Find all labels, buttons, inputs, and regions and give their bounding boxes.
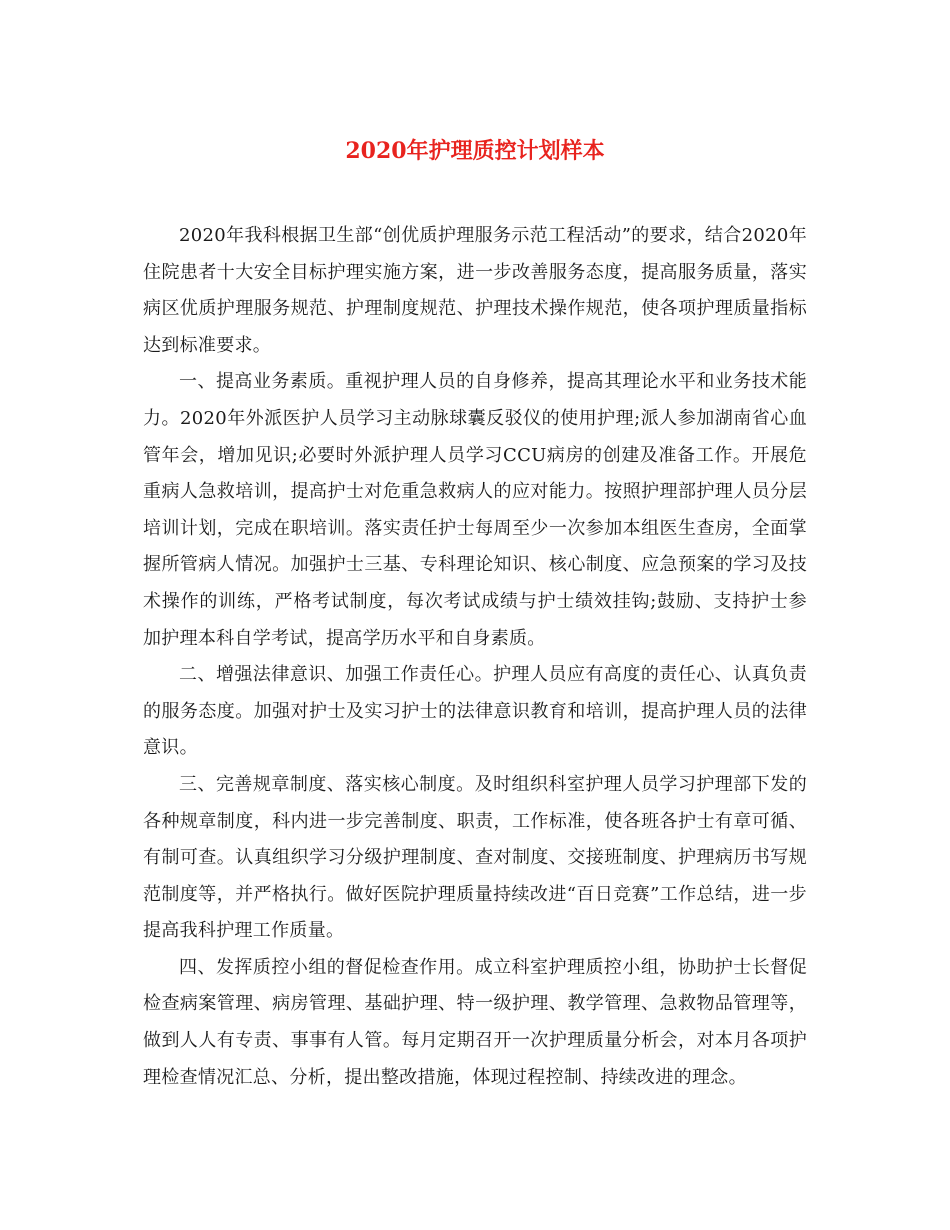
paragraph-section-1: 一、提高业务素质。重视护理人员的自身修养，提高其理论水平和业务技术能力。2020年外派医护人员学习主动脉球囊反驳仪的使用护理;派人参加湖南省心血管年会，增加见识;必要时外派护理人员学习CCU病房的创建及准备工作。开展危重病人急救培训，提高护士对危重急救病人的应对能力。按照护理部护理人员分层培训计划，完成在职培训。落实责任护士每周至少一次参加本组医生查房，全面掌握所管病人情况。加强护士三基、专科理论知识、核心制度、应急预案的学习及技术操作的训练，严格考试制度，每次考试成绩与护士绩效挂钩;鼓励、支持护士参加护理本科自学考试，提高学历水平和自身素质。 (143, 371, 807, 649)
paragraph-intro: 2020年我科根据卫生部“创优质护理服务示范工程活动”的要求，结合2020年住院患者十大安全目标护理实施方案，进一步改善服务态度，提高服务质量，落实病区优质护理服务规范、护理制度规范、护理技术操作规范，使各项护理质量指标达到标准要求。 (143, 225, 807, 356)
paragraph-section-3: 三、完善规章制度、落实核心制度。及时组织科室护理人员学习护理部下发的各种规章制度，科内进一步完善制度、职责，工作标准，使各班各护士有章可循、有制可查。认真组织学习分级护理制度、查对制度、交接班制度、护理病历书写规范制度等，并严格执行。做好医院护理质量持续改进“百日竞赛”工作总结，进一步提高我科护理工作质量。 (143, 773, 807, 942)
paragraph-section-4: 四、发挥质控小组的督促检查作用。成立科室护理质控小组，协助护士长督促检查病案管理、病房管理、基础护理、特一级护理、教学管理、急救物品管理等，做到人人有专责、事事有人管。每月定期召开一次护理质量分析会，对本月各项护理检查情况汇总、分析，提出整改措施，体现过程控制、持续改进的理念。 (143, 956, 807, 1088)
document-title: 2020年护理质控计划样本 (345, 138, 605, 164)
document-body (143, 218, 807, 1096)
paragraph-section-2: 二、增强法律意识、加强工作责任心。护理人员应有高度的责任心、认真负责的服务态度。加强对护士及实习护士的法律意识教育和培训，提高护理人员的法律意识。 (143, 664, 807, 759)
